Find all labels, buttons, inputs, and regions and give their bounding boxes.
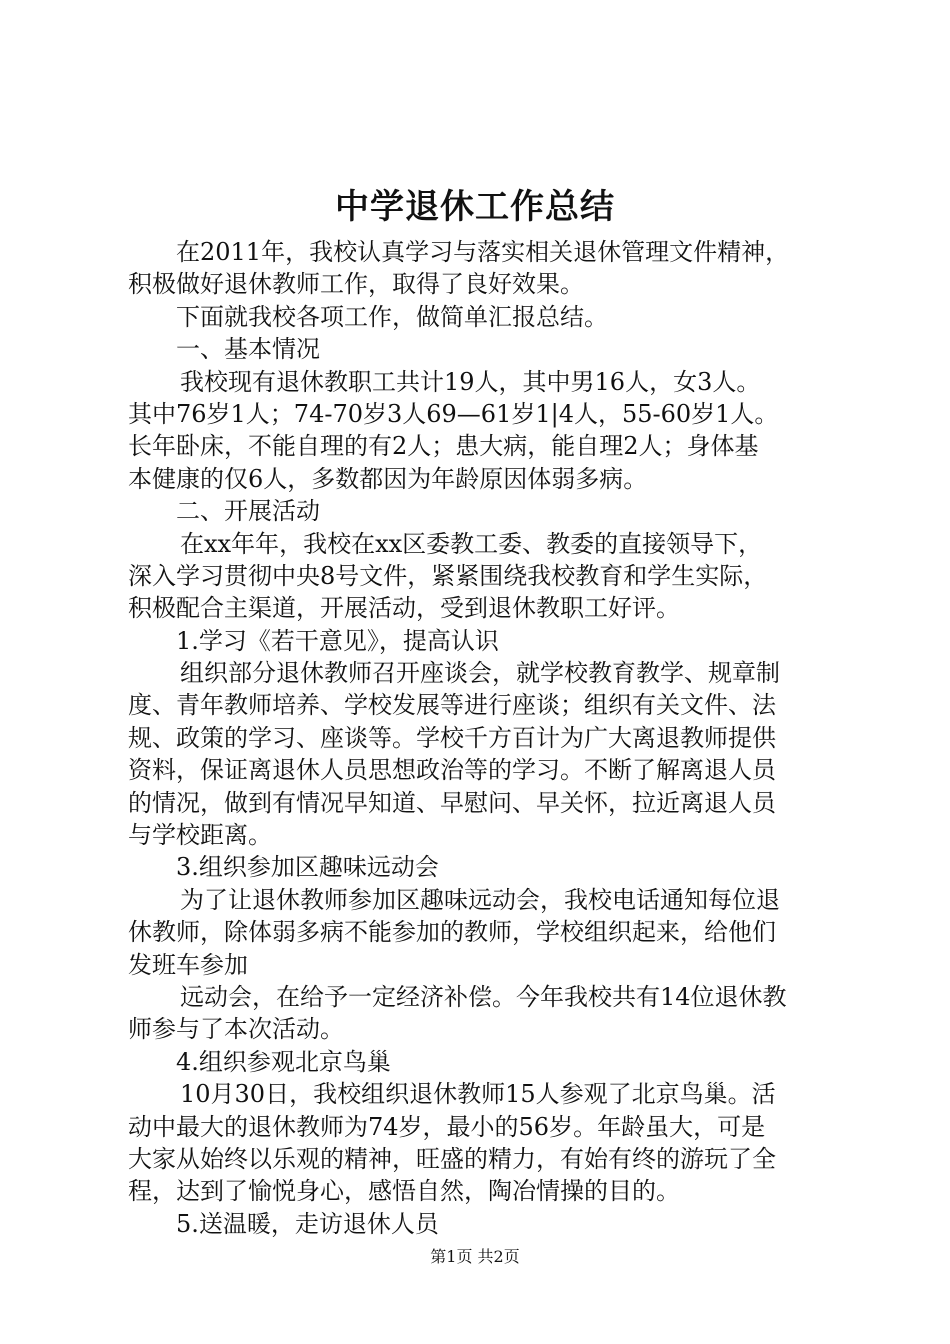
document-body: [128, 236, 848, 1240]
body-line: 动中最大的退休教师为74岁，最小的56岁。年龄虽大，可是: [128, 1112, 766, 1141]
page-footer: 第1页 共2页: [430, 1247, 520, 1266]
body-line: 下面就我校各项工作，做简单汇报总结。: [176, 302, 608, 331]
body-line: 与学校距离。: [128, 821, 272, 850]
body-line: 发班车参加: [128, 950, 248, 979]
body-line: 为了让退休教师参加区趣味远动会，我校电话通知每位退: [180, 885, 780, 914]
body-line: 长年卧床，不能自理的有2人；患大病，能自理2人；身体基: [128, 432, 759, 461]
body-line: 4.组织参观北京鸟巢: [176, 1047, 391, 1076]
body-line: 规、政策的学习、座谈等。学校千方百计为广大离退教师提供: [128, 723, 776, 752]
body-line: 在xx年年，我校在xx区委教工委、教委的直接领导下，: [180, 529, 763, 558]
body-line: 远动会，在给予一定经济补偿。今年我校共有14位退休教: [180, 982, 787, 1011]
body-line: 积极配合主渠道，开展活动，受到退休教职工好评。: [128, 594, 680, 623]
body-line: 1.学习《若干意见》，提高认识: [176, 626, 499, 655]
body-line: 大家从始终以乐观的精神，旺盛的精力，有始有终的游玩了全: [128, 1144, 776, 1173]
body-line: 其中76岁1人；74-70岁3人69—61岁1|4人，55-60岁1人。: [128, 399, 779, 428]
body-line: 资料，保证离退休人员思想政治等的学习。不断了解离退人员: [128, 756, 776, 785]
body-line: 深入学习贯彻中央8号文件，紧紧围绕我校教育和学生实际，: [128, 561, 768, 590]
body-line: 休教师，除体弱多病不能参加的教师，学校组织起来，给他们: [128, 918, 776, 947]
body-line: 一、基本情况: [176, 335, 320, 364]
body-line: 二、开展活动: [176, 497, 320, 526]
body-line: 积极做好退休教师工作，取得了良好效果。: [128, 270, 584, 299]
body-line: 组织部分退休教师召开座谈会，就学校教育教学、规章制: [180, 659, 780, 688]
body-line: 度、青年教师培养、学校发展等进行座谈；组织有关文件、法: [128, 691, 776, 720]
body-line: 5.送温暖，走访退休人员: [176, 1209, 439, 1238]
body-line: 在2011年，我校认真学习与落实相关退休管理文件精神，: [176, 238, 790, 266]
body-line: 的情况，做到有情况早知道、早慰问、早关怀，拉近离退人员: [128, 788, 776, 817]
body-line: 我校现有退休教职工共计19人，其中男16人，女3人。: [180, 367, 761, 396]
page-title: 中学退休工作总结: [335, 187, 615, 227]
body-line: 程，达到了愉悦身心，感悟自然，陶冶情操的目的。: [128, 1177, 680, 1206]
body-line: 10月30日，我校组织退休教师15人参观了北京鸟巢。活: [180, 1080, 776, 1109]
body-line: 3.组织参加区趣味远动会: [176, 853, 439, 882]
body-line: 本健康的仅6人，多数都因为年龄原因体弱多病。: [128, 464, 648, 493]
body-line: 师参与了本次活动。: [128, 1015, 344, 1044]
